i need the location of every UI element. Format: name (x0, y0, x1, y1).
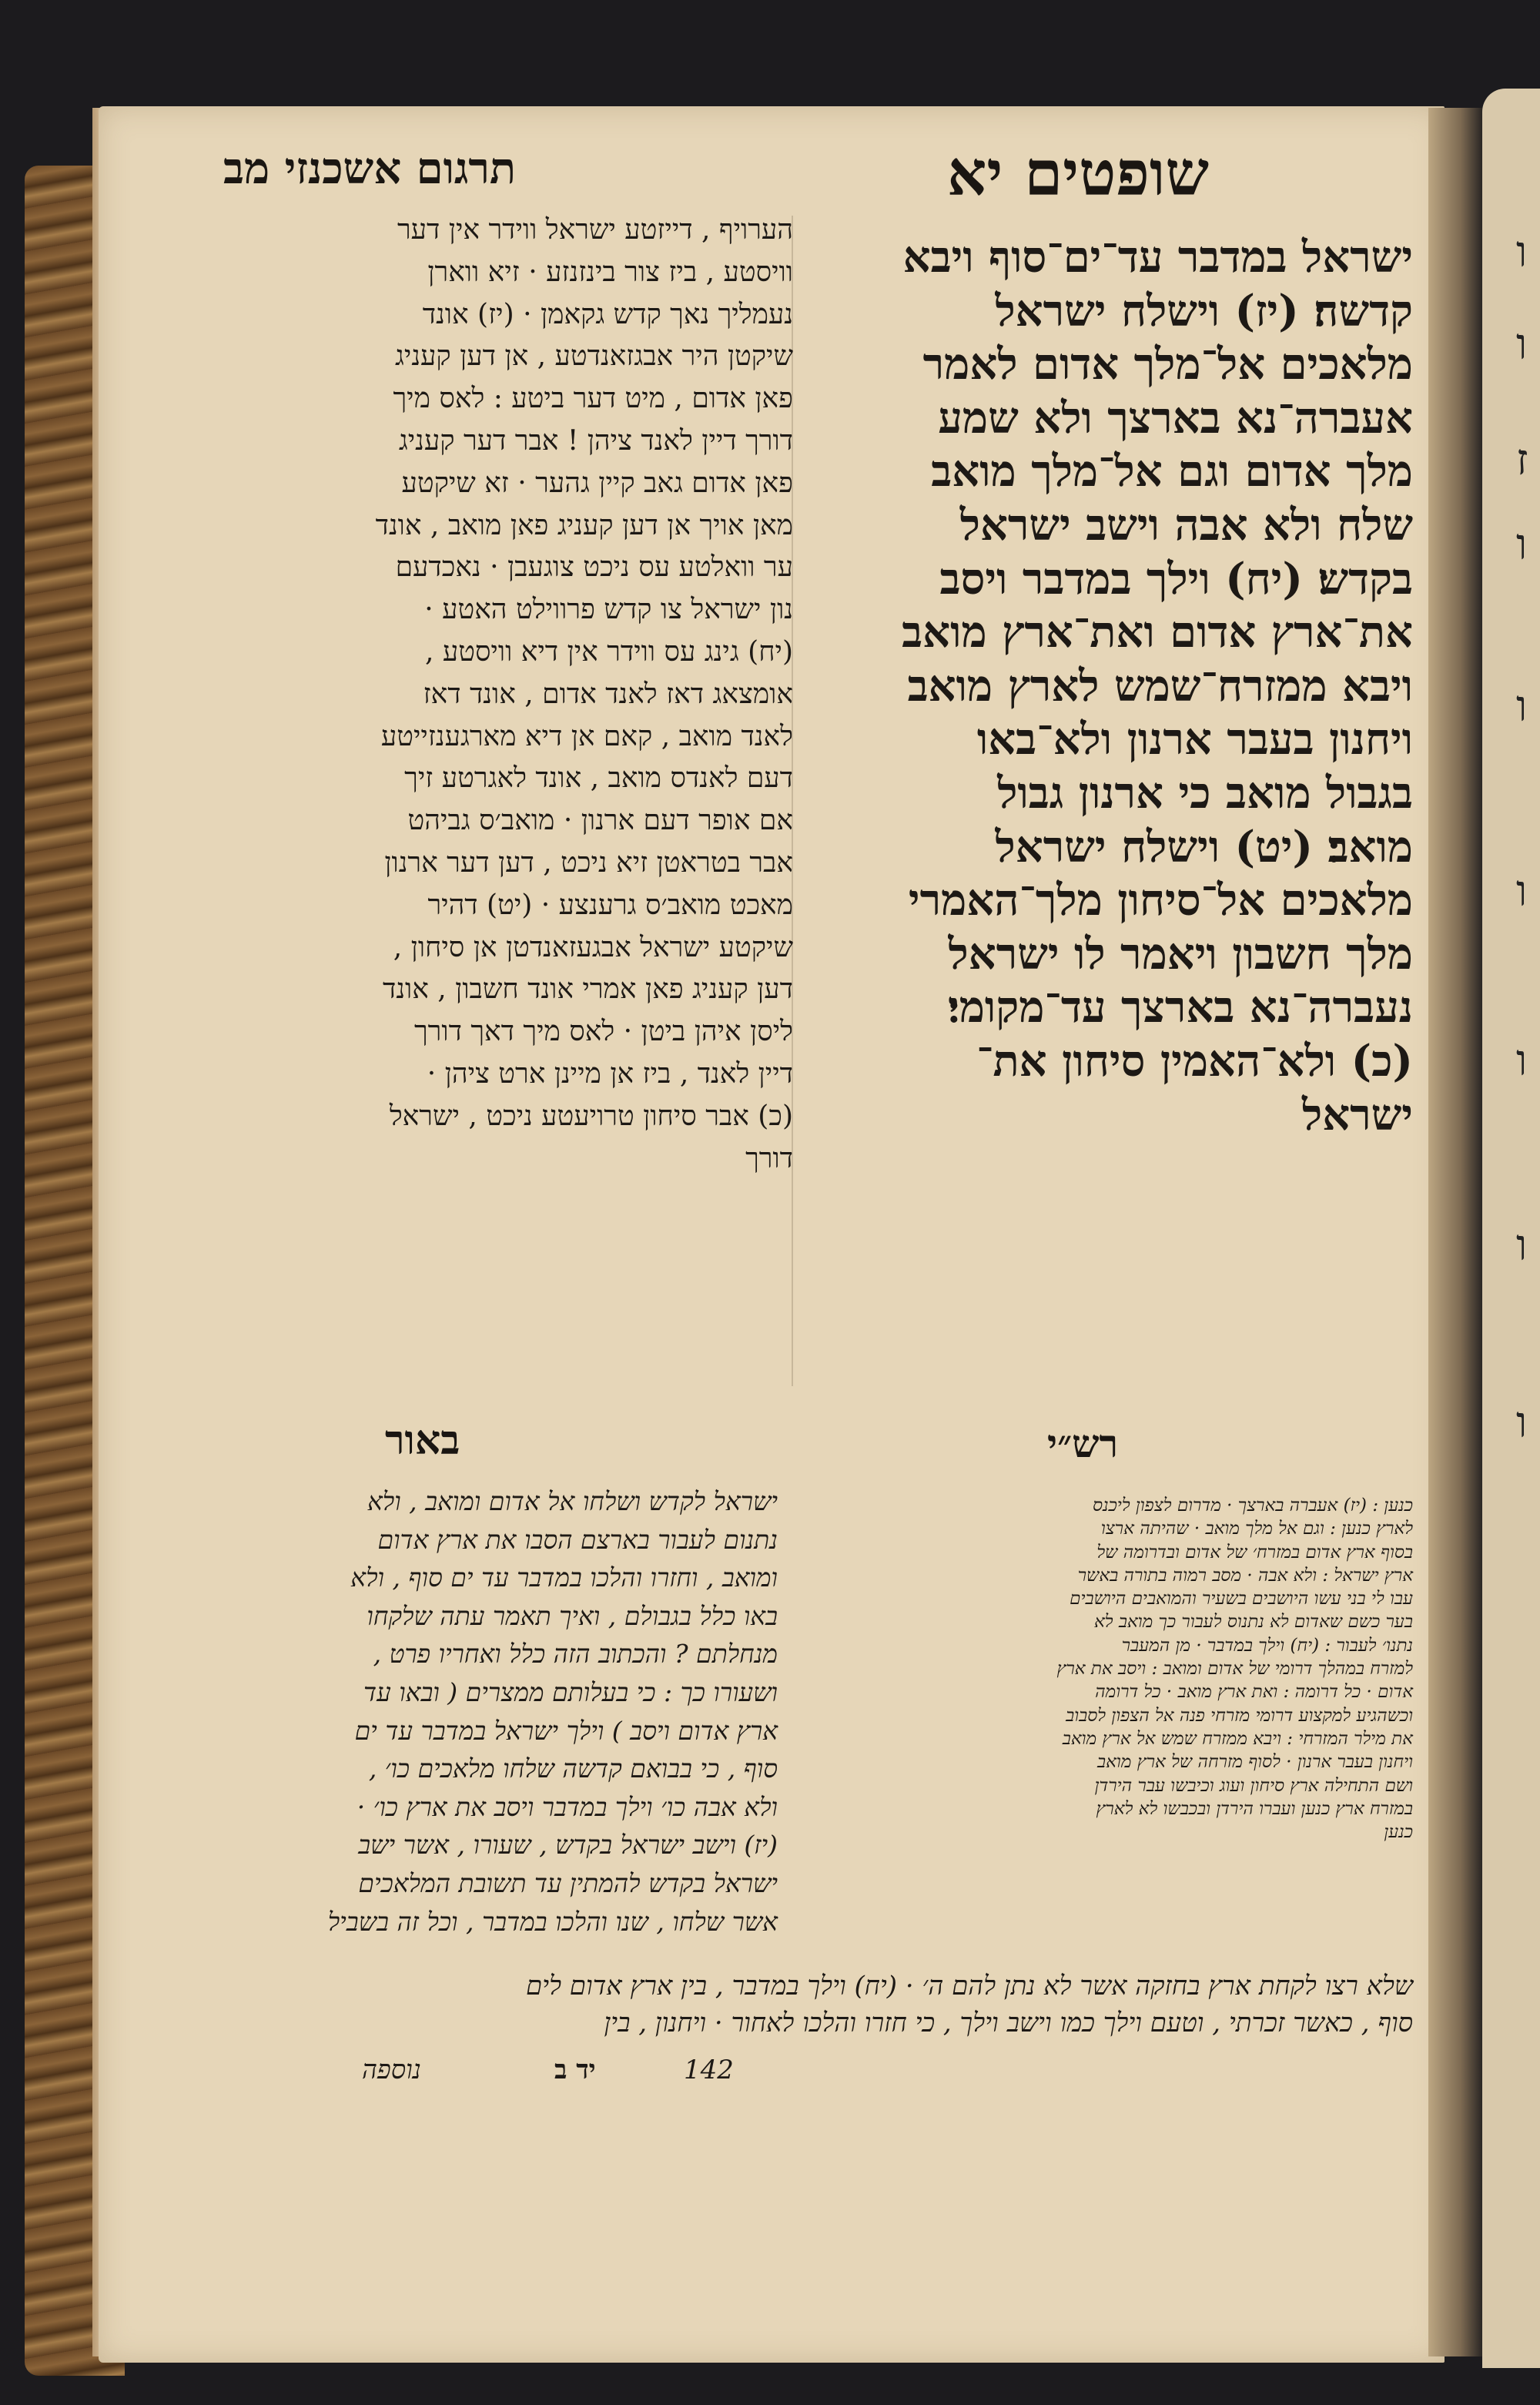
targum-line: אם אופר דעם ארנון · מואב׳ס גביהט (407, 805, 793, 837)
facing-page-glyph: ו (1516, 866, 1528, 916)
running-head-right: שופטים יא (947, 137, 1210, 209)
bible-line: אעברה־נא בארצך ולא שמע (938, 392, 1413, 444)
rashi-line: נתנו׳ לעבור : (יח) וילך במדבר · מן המעבר (1121, 1635, 1413, 1656)
rashi-commentary (797, 1494, 1413, 1844)
bible-line: מלאכים אל־סיחון מלך־האמרי (908, 875, 1413, 926)
bible-line: מלאכים אל־מלך אדום לאמר (922, 339, 1413, 390)
facing-page-edge (1482, 89, 1540, 2368)
targum-line: ער וואלטע עס ניכט צוגעבן · נאכדעם (395, 551, 793, 584)
facing-page-glyph: ו (1516, 1221, 1528, 1271)
page-number: 142 (684, 2055, 734, 2085)
rashi-line: למזרח במהלך דרומי של אדום ומואב : ויסב את ארץ (1056, 1659, 1413, 1680)
bible-line: את־ארץ אדום ואת־ארץ מואב (902, 607, 1413, 658)
targum-line: נון ישראל צו קדש פרווילט האטע · (424, 594, 793, 626)
targum-column (194, 209, 793, 1180)
rashi-line: וכשהגיע למקצוע דרומי מזרחי פנה אל הצפון לסבוב (1066, 1705, 1413, 1726)
facing-page-glyph: ז (1516, 435, 1528, 485)
targum-line: אבר בטראטן זיא ניכט , דען דער ארנון (384, 846, 793, 879)
biur-line: אשר שלחו , שנו והלכו במדבר , וכל זה בשביל (327, 1906, 778, 1937)
bible-line: ישראל במדבר עד־ים־סוף ויבא (902, 232, 1413, 283)
bible-line: בקדש׃ (יח) וילך במדבר ויסב (939, 553, 1413, 605)
targum-line: לאנד מואב , קאם אן דיא מארגענזייטע (380, 720, 793, 752)
targum-line: דעם לאנדס מואב , אונד לאגרטע זיך (404, 762, 793, 795)
rashi-line: אדום · כל דרומה : ואת ארץ מואב · כל דרומה (1095, 1682, 1413, 1703)
biur-line: ישראל לקדש ושלחו אל אדום ומואב , ולא (367, 1486, 778, 1516)
targum-line: פאן אדום גאב קיין גהער · זא שיקטע (401, 467, 793, 499)
rashi-line: בער כשם שאדום לא נתנוס לעבור כך מואב לא (1093, 1612, 1413, 1633)
rashi-line: כנען (1384, 1822, 1413, 1843)
book-gutter (1428, 108, 1482, 2356)
bottom-commentary (189, 1968, 1413, 2042)
rashi-line: כנען : (יז) אעברה בארצך · מדרום לצפון ליכנס (1093, 1496, 1413, 1516)
targum-line: הערויף , דייזטע ישראל ווידר אין דער (397, 214, 793, 246)
targum-line: פאן אדום , מיט דער ביטע : לאס מיך (393, 383, 793, 415)
rashi-line: לארץ כנען : וגם אל מלך מואב · שהיתה ארצו (1100, 1519, 1413, 1539)
targum-line: דורך (745, 1142, 793, 1174)
bible-line: קדשה׃ (יז) וישלח ישראל (995, 285, 1413, 337)
bottom-commentary-line: סוף , כאשר זכרתי , וטעם וילך כמו וישב וילך , כי חזרו והלכו לאחור · ויחנון , בין (604, 2008, 1413, 2038)
biur-line: ושעורו כך : כי בעלותם ממצרים ( ובאו עד (363, 1676, 778, 1707)
rashi-line: ויחנון בעבר ארנון · לסוף מזרחה של ארץ מואב (1097, 1752, 1413, 1773)
rashi-line: את מילר המזרחי : ויבא ממזרח שמש אל ארץ מואב (1062, 1728, 1413, 1749)
biur-commentary (191, 1482, 778, 1941)
biur-line: ישראל בקדש להמתין עד תשובת המלאכים (358, 1867, 778, 1898)
bible-line: מלך חשבון ויאמר לו ישראל (948, 928, 1413, 980)
targum-line: דען קעניג פאן אמרי אונד חשבון , אונד (383, 973, 793, 1006)
facing-page-glyph: ו (1516, 520, 1528, 570)
targum-line: נעמליך נאך קדש גקאמן · (יז) אונד (422, 298, 793, 330)
facing-page-glyph: ו (1516, 227, 1528, 277)
rashi-title: רש״י (1047, 1421, 1119, 1466)
biur-title: באור (385, 1417, 460, 1464)
running-head-left: תרגום אשכנזי מב (223, 143, 517, 194)
targum-line: מאכט מואב׳ס גרענצע · (יט) דהיר (427, 889, 793, 921)
signature-mark: יד ב (554, 2055, 596, 2085)
bottom-commentary-line: שלא רצו לקחת ארץ בחזקה אשר לא נתן להם ה׳ · (יח) וילך במדבר , בין ארץ אדום לים (525, 1971, 1413, 2001)
rashi-line: עבו לי בני עשו היושבים בשעיר והמואבים היושבים (1070, 1589, 1413, 1609)
targum-line: שיקטע ישראל אבגעזאנדטן אן סיחון , (393, 931, 793, 963)
biur-line: ומואב , וחזרו והלכו במדבר עד ים סוף , ולא (350, 1563, 778, 1593)
facing-page-glyph: ו (1516, 1398, 1528, 1448)
bible-line: שלח ולא אבה וישב ישראל (959, 499, 1413, 551)
biur-line: ארץ אדום ויסב ) וילך ישראל במדבר עד ים (354, 1715, 778, 1746)
biur-line: נתנום לעבור בארצם הסבו את ארץ אדום (377, 1524, 778, 1555)
targum-line: מאן אויך אן דען קעניג פאן מואב , אונד (375, 509, 793, 541)
rashi-line: בסוף ארץ אדום במזרח׳ של אדום ובדרומה של (1096, 1542, 1413, 1563)
bible-line: בגבול מואב כי ארנון גבול (997, 767, 1413, 819)
facing-page-glyph: ו (1516, 320, 1528, 370)
bible-line: נעברה־נא בארצך עד־מקומי׃ (948, 982, 1413, 1033)
biur-line: סוף , כי בבואם קדשה שלחו מלאכים כו׳ , (368, 1754, 778, 1784)
rashi-line: ארץ ישראל : ולא אבה · מסב רמוה בתורה באשר (1077, 1565, 1413, 1586)
bible-line: ויחנון בעבר ארנון ולא־באו (976, 714, 1413, 765)
targum-line: ליסן איהן ביטן · לאס מיך דאך דורך (414, 1016, 793, 1048)
rashi-line: במזרח ארץ כנען ועברו הירדן ובכבשו לא לארץ (1096, 1798, 1413, 1819)
biur-line: מנחלתם ? והכתוב הזה כלל ואחריו פרט , (373, 1639, 778, 1670)
bible-line: ישראל (1302, 1089, 1413, 1141)
biur-line: (יז) וישב ישראל בקדש , שעורו , אשר ישב (358, 1830, 778, 1861)
bible-line: מלך אדום וגם אל־מלך מואב (931, 446, 1413, 497)
signature-note: נוספה (362, 2055, 421, 2085)
targum-line: דיין לאנד , ביז אן מיינן ארט ציהן · (427, 1057, 793, 1090)
rashi-line: ושם התחילה ארץ סיחון ועוג וכיבשו עבר הירדן (1094, 1775, 1413, 1796)
targum-line: (כ) אבר סיחון טרויעטע ניכט , ישראל (389, 1100, 793, 1132)
targum-line: (יח) גינג עס ווידר אין דיא וויסטע , (424, 635, 793, 668)
targum-line: אומצאג דאז לאנד אדום , אונד דאז (423, 678, 793, 710)
biur-line: ולא אבה כו׳ וילך במדבר ויסב את ארץ כו׳ · (357, 1791, 778, 1822)
bible-text-column (797, 231, 1413, 1142)
targum-line: שיקטן היר אבגזאנדטע , אן דען קעניג (395, 340, 793, 373)
bible-line: (כ) ולא־האמין סיחון את־ (976, 1035, 1413, 1087)
biur-line: באו כלל בגבולם , ואיך תאמר עתה שלקחו (367, 1600, 778, 1631)
targum-line: וויסטע , ביז צור בינזנזע · זיא ווארן (427, 256, 793, 288)
bible-line: מואב׃ (יט) וישלח ישראל (995, 821, 1413, 873)
facing-page-glyph: ו (1516, 682, 1528, 732)
targum-line: דורך דיין לאנד ציהן ! אבר דער קעניג (398, 424, 793, 457)
facing-page-glyph: ו (1516, 1036, 1528, 1086)
bible-line: ויבא ממזרח־שמש לארץ מואב (907, 660, 1413, 712)
